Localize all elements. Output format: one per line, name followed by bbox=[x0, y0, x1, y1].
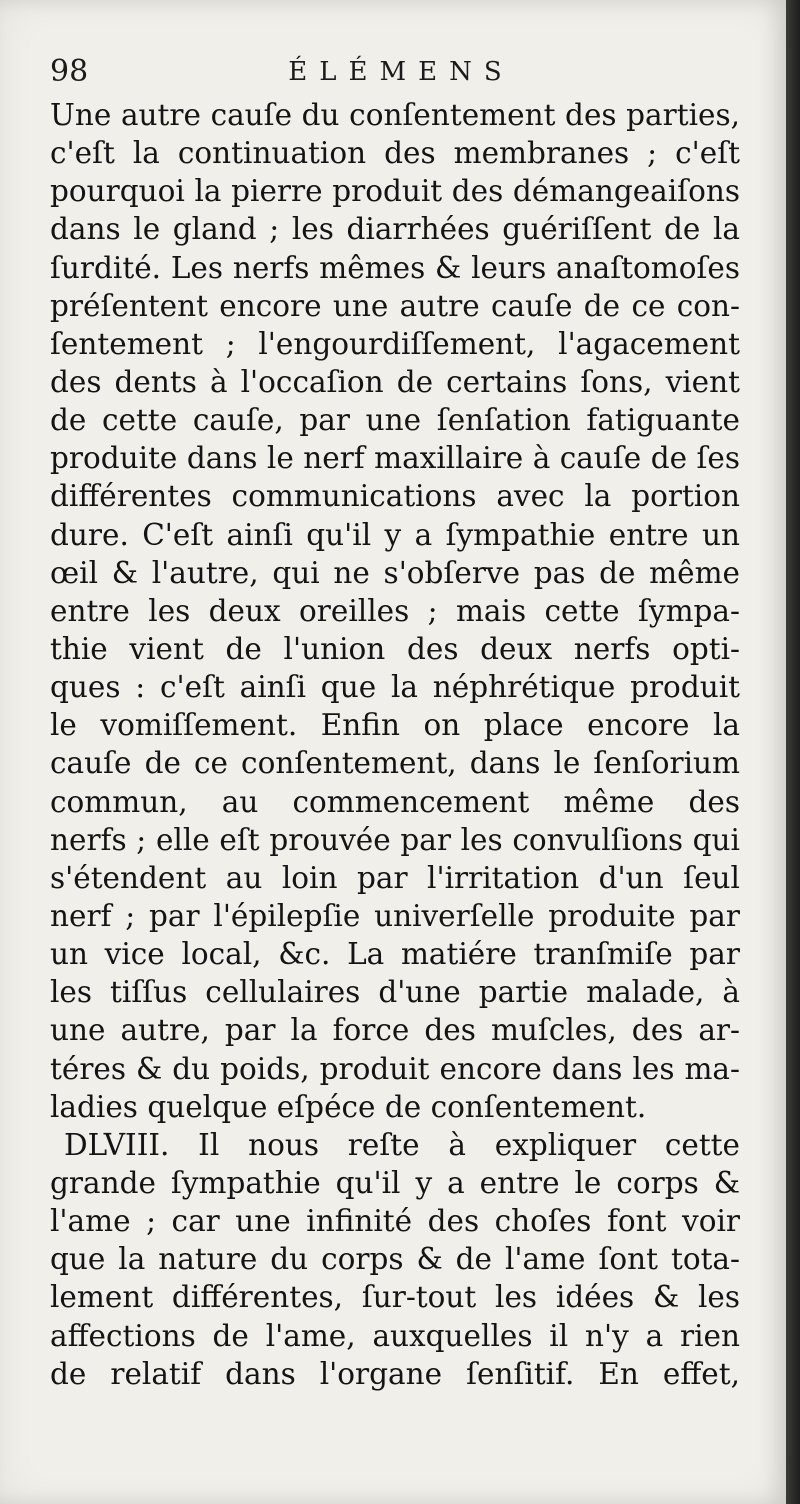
text-line: s'étendent au loin par l'irritation d'un ſeul bbox=[50, 860, 740, 895]
section-start-line: DLVIII. Il nous reſte à expliquer cette bbox=[64, 1127, 740, 1162]
text-line: ques : c'eſt ainſi que la néphrétique produit bbox=[50, 670, 740, 705]
text-line: pourquoi la pierre produit des démangeaiſons bbox=[50, 174, 740, 209]
text-line: l'ame ; car une infinité des choſes font voir bbox=[50, 1204, 740, 1239]
running-head: ÉLÉMENS bbox=[288, 57, 514, 87]
text-line: préſentent encore une autre cauſe de ce con- bbox=[50, 288, 740, 323]
text-line: produite dans le nerf maxillaire à cauſe de ſes bbox=[50, 441, 740, 476]
text-line: œil & l'autre, qui ne s'obſerve pas de même bbox=[50, 555, 740, 590]
text-line: affections de l'ame, auxquelles il n'y a rien bbox=[50, 1318, 740, 1353]
text-line: des dents à l'occaſion de certains ſons, vient bbox=[50, 364, 740, 399]
text-line: grande ſympathie qu'il y a entre le corps & bbox=[50, 1165, 740, 1200]
text-line: téres & du poids, produit encore dans les ma- bbox=[50, 1051, 740, 1086]
page-edge bbox=[786, 0, 800, 1504]
text-line: cauſe de ce conſentement, dans le ſenſorium bbox=[50, 746, 740, 781]
text-line: un vice local, &c. La matiére tranſmiſe par bbox=[50, 937, 740, 972]
text-line: différentes communications avec la portion bbox=[50, 479, 740, 514]
text-line: que la nature du corps & de l'ame ſont tota- bbox=[50, 1242, 740, 1277]
text-line: les tiſſus cellulaires d'une partie malade, à bbox=[50, 975, 740, 1010]
text-line: de cette cauſe, par une ſenſation fatiguante bbox=[50, 403, 740, 438]
page-header bbox=[50, 52, 740, 92]
text-line: ſentement ; l'engourdiſſement, l'agacement bbox=[50, 326, 740, 361]
body-text bbox=[50, 96, 740, 1393]
text-line: une autre, par la force des muſcles, des ar- bbox=[50, 1013, 740, 1048]
text-line: Une autre cauſe du conſentement des parties, bbox=[50, 98, 740, 132]
text-line: dans le gland ; les diarrhées guériſſent de la bbox=[50, 212, 740, 247]
page-number: 98 bbox=[50, 54, 89, 89]
text-line: thie vient de l'union des deux nerfs opti- bbox=[50, 631, 740, 666]
text-line: commun, au commencement même des bbox=[50, 784, 740, 819]
text-line: ladies quelque eſpéce de conſentement. bbox=[50, 1089, 647, 1124]
text-line: dure. C'eſt ainſi qu'il y a ſympathie entre un bbox=[50, 517, 740, 552]
text-line: de relatif dans l'organe ſenſitif. En effet, bbox=[50, 1356, 740, 1391]
text-line: nerfs ; elle eſt prouvée par les convulſions qui bbox=[50, 822, 740, 857]
text-line: lement différentes, ſur-tout les idées & les bbox=[50, 1280, 740, 1315]
text-line: entre les deux oreilles ; mais cette ſympa- bbox=[50, 593, 740, 628]
text-line: ſurdité. Les nerfs mêmes & leurs anaſtomoſes bbox=[50, 250, 740, 285]
text-line: c'eſt la continuation des membranes ; c'eſt bbox=[50, 136, 740, 171]
text-line: le vomiſſement. Enfin on place encore la bbox=[50, 708, 740, 743]
text-line: nerf ; par l'épilepſie univerſelle produite par bbox=[50, 898, 740, 933]
